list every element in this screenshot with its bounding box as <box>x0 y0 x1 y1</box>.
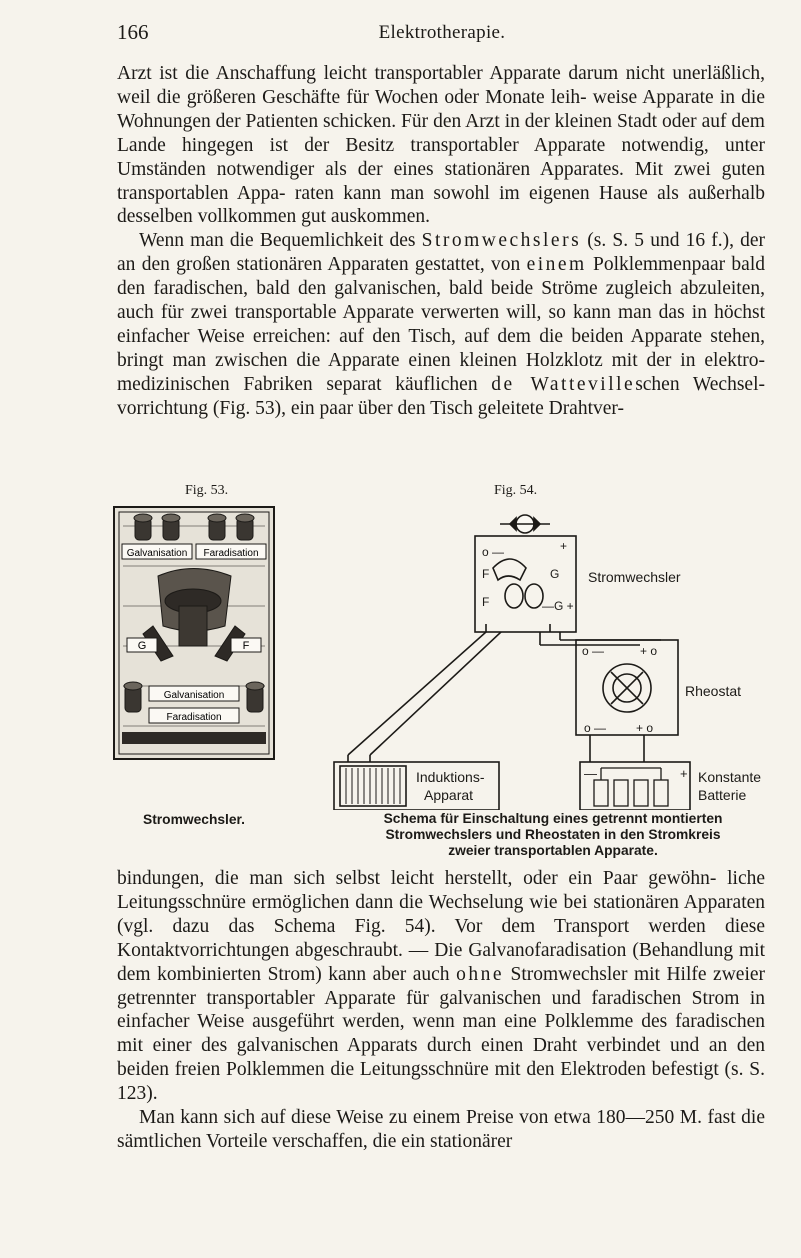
battery-cells <box>594 768 668 806</box>
fig53-caption: Stromwechsler. <box>143 812 245 827</box>
text-line: man zwischen die Apparate einen kleinen Holzklotz mit der in elektro- <box>172 349 766 371</box>
text-span: Polklemmenpaar bald den faradischen, bald den galvanischen, <box>117 254 766 300</box>
letter-f: F <box>482 567 490 581</box>
body-text-top <box>117 62 765 421</box>
letter-g: G <box>137 640 147 652</box>
label-induction-1: Induktions- <box>416 769 485 785</box>
text-line: raten kann man sowohl im eigenen Hause als außerhalb desselben <box>117 182 766 228</box>
page-number: 166 <box>117 20 149 44</box>
letter-g: G <box>550 567 560 581</box>
plate-text: Galvanisation <box>126 548 188 559</box>
plate-text: Faradisation <box>166 712 222 723</box>
page-header <box>117 20 767 50</box>
text-span: schen Wechsel- <box>635 373 765 395</box>
spaced-term: einem <box>526 254 587 276</box>
spaced-term: de Watteville <box>491 373 636 395</box>
plate-text: Faradisation <box>203 548 259 559</box>
text-line: Apparate für galvanischen und faradischen Strom in einfacher Weise <box>117 987 766 1033</box>
letter-f: F <box>242 640 250 652</box>
body-text-bottom <box>117 867 765 1154</box>
text-line: 180—250 M. fast die sämtlichen Vorteile verschaffen, die ein stationärer <box>117 1107 765 1152</box>
text-line: erreichen: auf den Tisch, auf dem die beiden Apparate stehen, bringt <box>117 325 765 371</box>
text-line: Transport werden diese Kontaktvorrichtungen abgeschraubt. — Die <box>117 915 766 961</box>
text-line: den beiden freien Polklemmen die Leitungsschnüre mit den Elektroden <box>117 1035 766 1081</box>
pole-label: + o <box>636 721 654 735</box>
caption-line: zweier transportablen Apparate. <box>448 843 658 858</box>
plate-text: Galvanisation <box>163 690 225 701</box>
text-span: medizinischen Fabriken separat käuflichen <box>117 373 492 395</box>
text-line: Arzt ist die Anschaffung leicht transportabler Apparate darum nicht <box>117 63 665 84</box>
running-title: Elektrotherapie. <box>378 22 506 43</box>
text-span: aber auch <box>372 963 457 985</box>
fig53-illustration <box>113 506 275 765</box>
text-line: vorrichtung (Fig. 53), ein paar über den Tisch geleitete Drahtver- <box>117 397 625 419</box>
wire <box>370 632 501 755</box>
label-battery-2: Batterie <box>698 787 747 803</box>
text-line: Apparate verwerten will, so kann man das in höchst einfacher Weise <box>117 302 765 347</box>
fig54-schema <box>288 500 778 815</box>
paragraph-2 <box>117 229 765 420</box>
paragraph-1 <box>117 62 765 229</box>
pole-g-label: —G + <box>542 599 574 613</box>
label-rheostat: Rheostat <box>685 683 742 699</box>
pole-minus: o — <box>482 545 505 559</box>
letter-f: F <box>482 595 490 609</box>
text-span: (s. S. 5 <box>581 230 645 252</box>
stromwechsler-engraving <box>113 506 275 760</box>
pole-label: + o <box>640 644 658 658</box>
text-line: bindungen, die man sich selbst leicht herstellt, oder ein Paar gewöhn- <box>117 868 717 889</box>
paragraph-4 <box>117 1106 765 1154</box>
text-line: Galvanofaradisation (Behandlung mit dem kombinierten Strom) kann <box>117 939 766 985</box>
text-line: liche Leitungsschnüre ermöglichen dann die Wechselung wie bei <box>117 868 766 913</box>
battery-plus: + <box>680 766 688 781</box>
circuit-diagram <box>288 500 778 810</box>
text-span: Stromwechsler mit Hilfe zweier getrennter transportabler <box>117 963 766 1009</box>
fig53-label: Fig. 53. <box>185 483 229 498</box>
wire <box>348 632 486 755</box>
spaced-term: Stromwechslers <box>421 230 582 252</box>
text-line: ausgeführt werden, wenn man eine Polklemme des faradischen mit <box>117 1011 765 1057</box>
caption-line: Stromwechslers und Rheostaten in den Stromkreis <box>385 827 721 842</box>
text-line: stationären Apparaten (vgl. dazu das Schema Fig. 54). Vor dem <box>117 891 766 937</box>
label-induction-2: Apparat <box>424 787 474 803</box>
spaced-term: ohne <box>456 963 504 985</box>
text-line: vollkommen gut auskommen. <box>197 206 431 228</box>
text-line: einer des galvanischen Apparats durch einen Draht verbindet und an <box>152 1035 728 1057</box>
text-line: und 16 f.), der an den großen stationären Apparaten gestattet, von <box>117 230 766 276</box>
text-line: transportabler Apparate notwendig, unter Umständen notwendiger als <box>117 134 766 180</box>
text-line: befestigt (s. S. 123). <box>117 1059 766 1105</box>
fig54-caption <box>358 811 748 859</box>
coil-windings <box>346 768 400 804</box>
battery-minus: — <box>584 766 597 781</box>
switch-lever <box>493 559 526 580</box>
base-strip <box>122 732 266 744</box>
text-line: weise Apparate in die Wohnungen der Patienten schicken. Für den <box>117 86 765 132</box>
text-line: unerläßlich, weil die größeren Geschäfte für Wochen oder Monate leih- <box>117 63 765 108</box>
pole-plus: + <box>560 539 568 553</box>
text-line: Man kann sich auf diese Weise zu einem Preise von etwa <box>139 1107 591 1129</box>
induction-coil <box>340 766 406 806</box>
label-stromwechsler: Stromwechsler <box>588 569 681 585</box>
fig54-label: Fig. 54. <box>494 483 538 498</box>
text-line: bald beide Ströme zugleich abzuleiten, auch für zwei transportable <box>117 278 765 324</box>
label-battery-1: Konstante <box>698 769 762 785</box>
pole-label: o — <box>582 644 605 658</box>
switch-knob <box>500 515 550 533</box>
caption-line: Schema für Einschaltung eines getrennt montierten <box>383 811 723 826</box>
paragraph-3 <box>117 867 765 1106</box>
text-span: Wenn man die Bequemlichkeit des <box>139 230 422 252</box>
text-line: der eines stationären Apparates. Mit zwei guten transportablen Appa- <box>117 158 766 204</box>
pole-label: o — <box>584 721 607 735</box>
text-line: Arzt in der kleinen Stadt oder auf dem Lande hingegen ist der Besitz <box>117 110 765 156</box>
